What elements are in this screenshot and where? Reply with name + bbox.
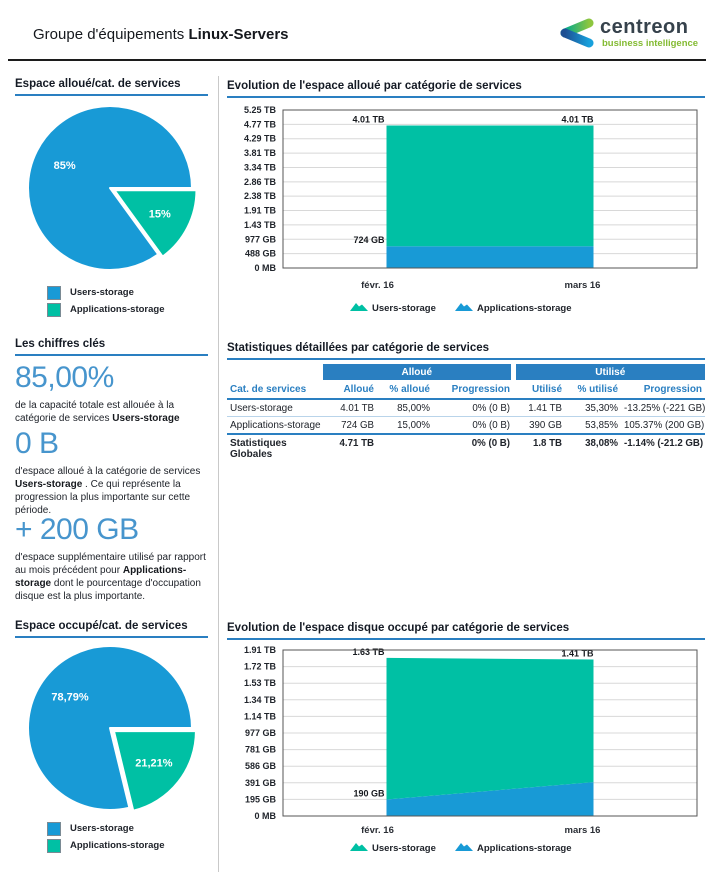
x-axis-label: févr. 16 xyxy=(361,825,394,836)
section-title-key-figures: Les chiffres clés xyxy=(15,338,208,356)
pie-slice-label-users-storage: 85% xyxy=(53,159,76,172)
legend-item-applications-storage xyxy=(47,303,211,316)
data-label-applications-storage: 724 GB xyxy=(353,235,385,246)
table-cell: Statistiques Globales xyxy=(227,434,323,461)
legend-label: Users-storage xyxy=(372,303,436,314)
y-axis-tick: 1.43 TB xyxy=(243,219,276,230)
legend-item-users-storage xyxy=(350,843,436,854)
area-series-users-storage xyxy=(387,126,594,247)
table-cell: 1.8 TB xyxy=(513,434,565,461)
y-axis-tick: 5.25 TB xyxy=(243,105,276,115)
legend-swatch xyxy=(47,303,61,317)
y-axis-tick: 586 GB xyxy=(244,761,276,772)
x-axis-label: mars 16 xyxy=(564,825,601,836)
legend-label: Users-storage xyxy=(372,843,436,854)
table-row-global-statistics xyxy=(227,434,705,461)
key-figure-value: 85,00% xyxy=(15,361,114,394)
pie-allocated-legend xyxy=(15,286,211,320)
title-prefix: Groupe d'équipements xyxy=(33,26,185,43)
data-label-users-storage: 4.01 TB xyxy=(561,114,594,125)
y-axis-tick: 1.53 TB xyxy=(243,678,276,689)
pie-slice-label-applications-storage: 21,21% xyxy=(135,757,173,770)
y-axis-tick: 391 GB xyxy=(244,777,276,788)
legend-label: Applications-storage xyxy=(477,843,572,854)
key-figure-text: d'espace supplémentaire utilisé par rapport au mois précédent pour Applications-storage dont le pourcentage d'occupation disque est la plus importante. xyxy=(15,551,206,602)
table-cell: 35,30% xyxy=(565,399,621,417)
table-cell: 0% (0 B) xyxy=(433,434,513,461)
table-header-row xyxy=(227,380,705,399)
section-title-used-evolution: Evolution de l'espace disque occupé par catégorie de services xyxy=(227,622,705,640)
legend-label: Applications-storage xyxy=(70,304,165,315)
table-cell: 38,08% xyxy=(565,434,621,461)
table-group-header-used: Utilisé xyxy=(513,364,705,380)
y-axis-tick: 977 GB xyxy=(244,728,276,738)
table-cell: 1.41 TB xyxy=(513,399,565,417)
table-group-header-row xyxy=(227,364,705,380)
legend-label: Applications-storage xyxy=(477,303,572,314)
title-equipment-group: Linux-Servers xyxy=(188,26,289,43)
section-title-pie-used: Espace occupé/cat. de services xyxy=(15,620,208,638)
table-group-header-allocated: Alloué xyxy=(323,364,513,380)
header-rule xyxy=(8,59,706,61)
table-row-applications-storage xyxy=(227,417,705,435)
data-label-users-storage: 1.41 TB xyxy=(561,648,594,659)
table-cell: 105.37% (200 GB) xyxy=(624,419,705,431)
table-column-header--utilis-: % utilisé xyxy=(565,380,621,399)
legend-item-users-storage xyxy=(350,303,436,314)
table-row-users-storage xyxy=(227,399,705,417)
legend-label: Applications-storage xyxy=(70,840,165,851)
table-group-header-empty xyxy=(227,364,323,380)
table-cell: 0% (0 B) xyxy=(472,419,511,431)
pie-used-legend xyxy=(15,822,211,856)
area-legend-icon xyxy=(350,303,368,311)
brand-name: centreon xyxy=(600,16,689,38)
table-cell: 724 GB xyxy=(341,419,374,431)
y-axis-tick: 4.77 TB xyxy=(243,119,276,130)
section-title-pie-allocated: Espace alloué/cat. de services xyxy=(15,78,208,96)
section-title-statistics: Statistiques détaillées par catégorie de services xyxy=(227,342,705,360)
key-figure-used-progression xyxy=(15,514,211,603)
key-figure-value: 0 B xyxy=(15,427,59,460)
pie-chart-used xyxy=(15,643,211,834)
pie-chart-allocated xyxy=(15,103,211,294)
table-cell: 53,85% xyxy=(585,419,619,431)
area-chart-allocated xyxy=(227,100,705,327)
area-legend-icon xyxy=(455,303,473,311)
y-axis-tick: 1.91 TB xyxy=(243,205,276,216)
page-title xyxy=(33,26,289,43)
area-series-users-storage xyxy=(387,658,594,800)
y-axis-tick: 195 GB xyxy=(244,794,276,805)
table-cell: 390 GB xyxy=(529,419,563,431)
column-divider xyxy=(218,76,219,872)
y-axis-tick: 488 GB xyxy=(244,248,276,259)
legend-swatch xyxy=(47,822,61,836)
area-legend-icon xyxy=(350,843,368,851)
y-axis-tick: 4.29 TB xyxy=(243,133,276,144)
key-figure-text: d'espace alloué à la catégorie de services Users-storage . Ce qui représente la progression la plus importante sur cette période. xyxy=(15,465,201,516)
statistics-table xyxy=(227,364,705,461)
table-cell: Users-storage xyxy=(227,399,323,417)
data-label-applications-storage: 190 GB xyxy=(353,788,385,799)
key-figure-value: + 200 GB xyxy=(15,513,139,546)
x-axis-label: févr. 16 xyxy=(361,280,394,291)
legend-swatch xyxy=(47,839,61,853)
brand-logo xyxy=(556,16,706,54)
brand-tagline: business intelligence xyxy=(602,38,699,49)
y-axis-tick: 1.14 TB xyxy=(243,711,276,722)
table-column-header-progression: Progression xyxy=(433,380,513,399)
key-figure-allocated-percent xyxy=(15,362,211,425)
y-axis-tick: 0 MB xyxy=(254,811,276,821)
table-cell xyxy=(377,434,433,461)
legend-label: Users-storage xyxy=(70,287,134,298)
y-axis-tick: 1.34 TB xyxy=(243,694,276,705)
y-axis-tick: 0 MB xyxy=(254,263,276,273)
table-column-header--allou-: % alloué xyxy=(377,380,433,399)
y-axis-tick: 1.72 TB xyxy=(243,661,276,672)
area-chart-used xyxy=(227,645,705,875)
legend-swatch xyxy=(47,286,61,300)
centreon-logo-icon xyxy=(556,18,596,48)
y-axis-tick: 2.86 TB xyxy=(243,176,276,187)
data-label-users-storage: 4.01 TB xyxy=(352,114,385,125)
legend-item-users-storage xyxy=(47,822,211,835)
data-label-users-storage: 1.63 TB xyxy=(352,646,385,657)
legend-item-applications-storage xyxy=(455,843,572,854)
pie-slice-label-applications-storage: 15% xyxy=(148,208,171,221)
key-figure-allocated-progression xyxy=(15,428,211,517)
legend-item-applications-storage xyxy=(47,839,211,852)
y-axis-tick: 1.91 TB xyxy=(243,645,276,655)
x-axis-label: mars 16 xyxy=(564,280,601,291)
y-axis-tick: 3.34 TB xyxy=(243,162,276,173)
table-cell: 15,00% xyxy=(397,419,430,431)
table-cell: 4.71 TB xyxy=(323,434,377,461)
section-title-allocated-evolution: Evolution de l'espace alloué par catégorie de services xyxy=(227,80,705,98)
table-column-header-cat-de-services: Cat. de services xyxy=(227,380,323,399)
table-cell: 4.01 TB xyxy=(323,399,377,417)
table-column-header-utilis-: Utilisé xyxy=(513,380,565,399)
table-cell: 85,00% xyxy=(377,399,433,417)
table-column-header-allou-: Alloué xyxy=(323,380,377,399)
area-series-applications-storage xyxy=(387,246,594,268)
legend-item-users-storage xyxy=(47,286,211,299)
legend-label: Users-storage xyxy=(70,823,134,834)
area-legend-icon xyxy=(455,843,473,851)
y-axis-tick: 977 GB xyxy=(244,234,276,245)
table-cell: 0% (0 B) xyxy=(433,399,513,417)
legend-item-applications-storage xyxy=(455,303,572,314)
key-figure-text: de la capacité totale est allouée à la catégorie de services Users-storage xyxy=(15,399,180,424)
y-axis-tick: 3.81 TB xyxy=(243,148,276,159)
table-cell: Applications-storage xyxy=(230,419,321,431)
y-axis-tick: 781 GB xyxy=(244,744,276,755)
table-cell: -13.25% (-221 GB) xyxy=(621,399,705,417)
pie-slice-label-users-storage: 78,79% xyxy=(51,691,89,704)
table-column-header-progression: Progression xyxy=(621,380,705,399)
y-axis-tick: 2.38 TB xyxy=(243,191,276,202)
table-cell: -1.14% (-21.2 GB) xyxy=(621,434,705,461)
